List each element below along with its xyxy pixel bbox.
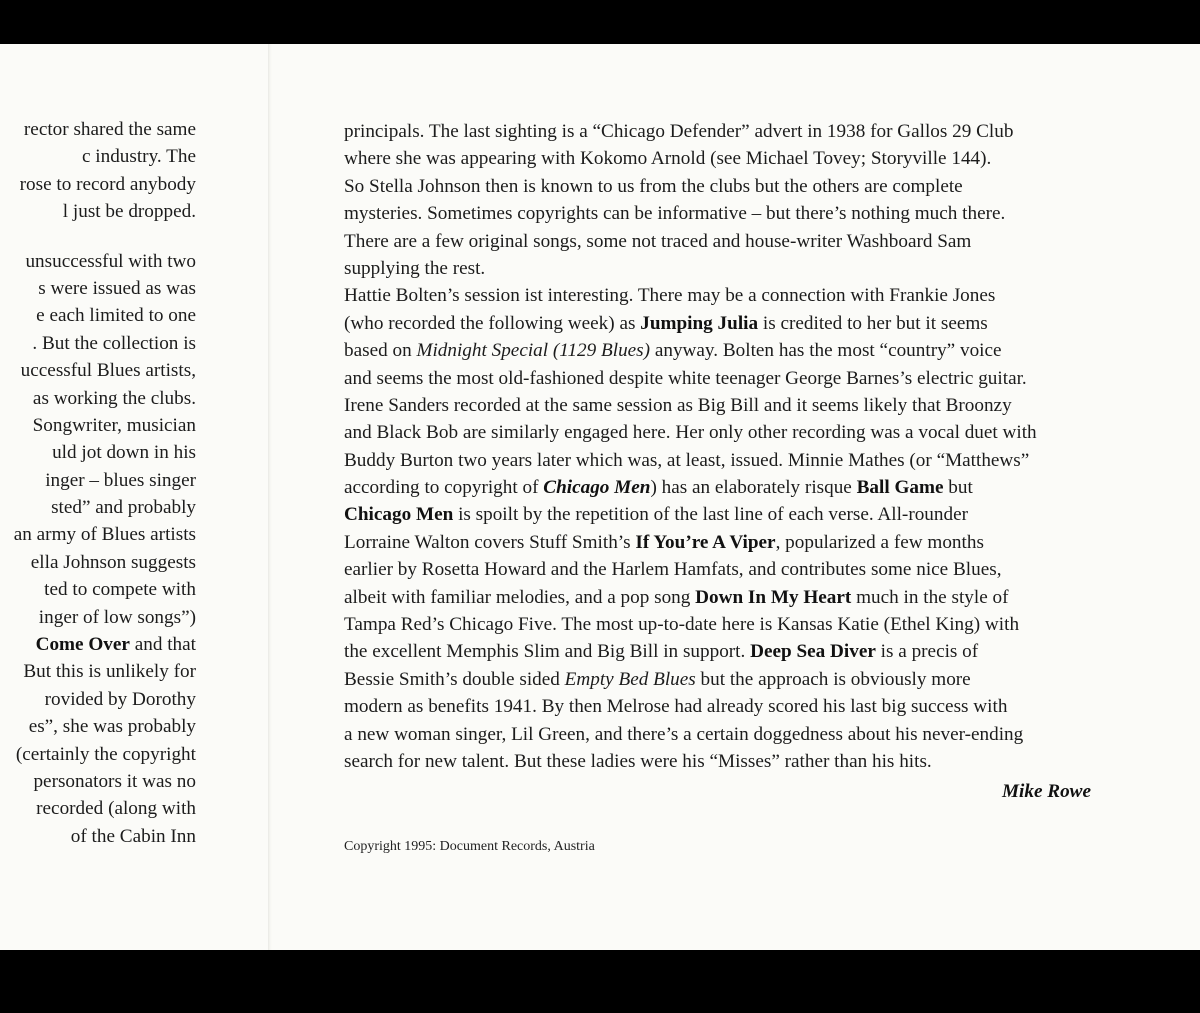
body-line bbox=[344, 638, 1104, 665]
body-line: So Stella Johnson then is known to us from the clubs but the others are complete bbox=[344, 175, 963, 197]
left-line: (certainly the copyright bbox=[15, 743, 196, 765]
text-run: and that bbox=[129, 634, 196, 656]
song-title: Down In My Heart bbox=[695, 586, 852, 608]
page-fold bbox=[268, 44, 272, 950]
body-line: Buddy Burton two years later which was, at least, issued. Minnie Mathes (or “Matthews” bbox=[344, 449, 1030, 471]
text-run: Lorraine Walton covers Stuff Smith’s bbox=[344, 531, 636, 553]
body-line: supplying the rest. bbox=[344, 257, 486, 279]
body-line: a new woman singer, Lil Green, and there’s a certain doggedness about his never-ending bbox=[344, 723, 1024, 745]
left-line: of the Cabin Inn bbox=[70, 825, 196, 847]
body-line: Hattie Bolten’s session ist interesting. There may be a connection with Frankie Jones bbox=[344, 285, 996, 307]
body-line: earlier by Rosetta Howard and the Harlem Hamfats, and contributes some nice Blues, bbox=[344, 559, 1002, 581]
left-line: rose to record anybody bbox=[19, 173, 196, 195]
left-line: uld jot down in his bbox=[52, 442, 196, 464]
body-line: and seems the most old-fashioned despite white teenager George Barnes’s electric guitar. bbox=[344, 367, 1027, 389]
text-run: , popularized a few months bbox=[775, 531, 984, 553]
text-run: anyway. Bolten has the most “country” voice bbox=[650, 340, 1002, 362]
body-line: Tampa Red’s Chicago Five. The most up-to-date here is Kansas Katie (Ethel King) with bbox=[344, 614, 1020, 636]
body-line bbox=[344, 529, 1104, 556]
left-line: unsuccessful with two bbox=[25, 250, 196, 272]
right-page-text bbox=[344, 118, 1104, 775]
body-line: search for new talent. But these ladies were his “Misses” rather than his hits. bbox=[344, 750, 932, 772]
body-line: principals. The last sighting is a “Chicago Defender” advert in 1938 for Gallos 29 Club bbox=[344, 121, 1014, 142]
song-title-bold-italic: Chicago Men bbox=[543, 477, 651, 499]
left-line: rovided by Dorothy bbox=[44, 688, 196, 710]
left-line: rector shared the same bbox=[23, 119, 196, 140]
left-line: e each limited to one bbox=[36, 305, 196, 327]
song-title-italic: Empty Bed Blues bbox=[564, 668, 696, 690]
song-title: Chicago Men bbox=[344, 504, 454, 526]
left-line: an army of Blues artists bbox=[13, 524, 196, 546]
text-run: based on bbox=[344, 340, 417, 362]
text-run: is a precis of bbox=[875, 641, 979, 663]
text-run: according to copyright of bbox=[344, 477, 544, 499]
song-title: If You’re A Viper bbox=[635, 531, 776, 553]
body-line: Irene Sanders recorded at the same session as Big Bill and it seems likely that Broonzy bbox=[344, 394, 1012, 416]
text-run: albeit with familiar melodies, and a pop song bbox=[344, 586, 696, 608]
left-line: ted to compete with bbox=[44, 579, 196, 601]
left-line: . But the collection is bbox=[32, 332, 196, 354]
body-line: where she was appearing with Kokomo Arnold (see Michael Tovey; Storyville 144). bbox=[344, 148, 992, 170]
left-line: inger of low songs”) bbox=[38, 606, 196, 628]
text-run: the excellent Memphis Slim and Big Bill in support. bbox=[344, 641, 751, 663]
left-line: s were issued as was bbox=[38, 277, 196, 299]
left-line: as working the clubs. bbox=[32, 387, 196, 409]
left-line bbox=[0, 631, 196, 658]
text-run: ) has an elaborately risque bbox=[650, 477, 857, 499]
left-line: sted” and probably bbox=[51, 497, 196, 519]
text-run: is credited to her but it seems bbox=[758, 312, 988, 334]
song-title: Jumping Julia bbox=[640, 312, 759, 334]
text-run: but bbox=[943, 477, 973, 499]
paragraph-gap bbox=[0, 226, 196, 248]
text-run: is spoilt by the repetition of the last line of each verse. All-rounder bbox=[453, 504, 968, 526]
left-line: Songwriter, musician bbox=[32, 414, 196, 436]
body-line bbox=[344, 584, 1104, 611]
left-line: uccessful Blues artists, bbox=[20, 360, 196, 382]
left-line: c industry. The bbox=[81, 146, 196, 168]
body-line bbox=[344, 310, 1104, 337]
song-title: Come Over bbox=[35, 634, 130, 656]
body-line: mysteries. Sometimes copyrights can be informative – but there’s nothing much there. bbox=[344, 203, 1006, 225]
left-line: l just be dropped. bbox=[62, 201, 196, 223]
body-line bbox=[344, 337, 1104, 364]
left-line: es”, she was probably bbox=[28, 716, 196, 738]
author-signature: Mike Rowe bbox=[1001, 781, 1091, 802]
song-title: Deep Sea Diver bbox=[750, 641, 876, 663]
left-line: But this is unlikely for bbox=[23, 661, 196, 683]
left-line: recorded (along with bbox=[36, 798, 196, 820]
body-line bbox=[344, 501, 1104, 528]
song-title-italic: Midnight Special (1129 Blues) bbox=[416, 340, 651, 362]
body-line: There are a few original songs, some not traced and house-writer Washboard Sam bbox=[344, 230, 972, 252]
song-title: Ball Game bbox=[856, 477, 944, 499]
left-line: personators it was no bbox=[33, 770, 196, 792]
body-line bbox=[344, 666, 1104, 693]
left-page-text bbox=[0, 116, 196, 850]
body-line: and Black Bob are similarly engaged here. Her only other recording was a vocal duet with bbox=[344, 422, 1037, 444]
text-run: Bessie Smith’s double sided bbox=[344, 668, 565, 690]
body-line: modern as benefits 1941. By then Melrose had already scored his last big success with bbox=[344, 696, 1008, 718]
body-line bbox=[344, 474, 1104, 501]
left-line: ella Johnson suggests bbox=[30, 551, 196, 573]
copyright-notice: Copyright 1995: Document Records, Austria bbox=[344, 839, 595, 854]
left-line: inger – blues singer bbox=[45, 469, 196, 491]
text-run: (who recorded the following week) as bbox=[344, 312, 641, 334]
text-run: much in the style of bbox=[851, 586, 1009, 608]
text-run: but the approach is obviously more bbox=[695, 668, 971, 690]
